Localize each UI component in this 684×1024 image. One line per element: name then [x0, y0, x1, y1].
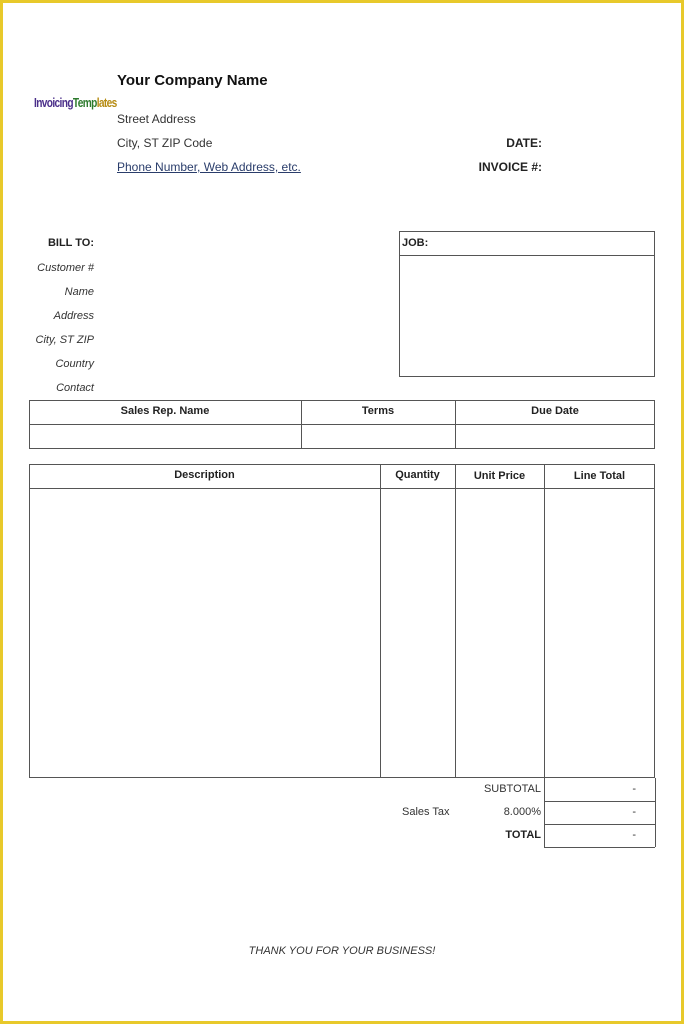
sales-rep-cell[interactable]: [30, 425, 300, 448]
unit-price-area[interactable]: [456, 489, 544, 777]
terms-cell[interactable]: [302, 425, 454, 448]
contact-link[interactable]: Phone Number, Web Address, etc.: [117, 160, 301, 174]
sales-rep-header: Sales Rep. Name: [120, 405, 210, 417]
quantity-area[interactable]: [381, 489, 455, 777]
customer-number-label: Customer #: [37, 262, 94, 274]
contact-label: Contact: [56, 382, 94, 394]
bill-to-heading: BILL TO:: [47, 237, 94, 249]
address-label: Address: [53, 310, 94, 322]
name-label: Name: [64, 286, 94, 298]
country-label: Country: [55, 358, 94, 370]
city-zip-label: City, ST ZIP: [35, 334, 94, 346]
sales-tax-label: Sales Tax: [402, 806, 450, 818]
description-header: Description: [174, 469, 235, 481]
total-label: TOTAL: [505, 829, 541, 841]
date-label: DATE:: [506, 136, 542, 150]
description-area[interactable]: [30, 489, 380, 777]
due-date-header: Due Date: [531, 405, 579, 417]
line-total-header: Line Total: [573, 470, 626, 482]
totals-divider: [544, 824, 655, 825]
unit-price-header: Unit Price: [473, 470, 526, 482]
job-label: JOB:: [402, 237, 429, 249]
quantity-header: Quantity: [395, 469, 440, 481]
subtotal-value: -: [632, 783, 636, 795]
totals-right-border: [655, 778, 656, 847]
total-value: -: [632, 829, 636, 841]
thank-you-message: THANK YOU FOR YOUR BUSINESS!: [248, 945, 436, 957]
job-box[interactable]: [399, 231, 655, 377]
job-divider: [399, 255, 655, 256]
totals-bottom: [544, 847, 655, 848]
street-address: Street Address: [117, 112, 196, 126]
totals-divider: [544, 801, 655, 802]
invoice-number-label: INVOICE #:: [478, 160, 542, 174]
sales-tax-rate[interactable]: 8.000%: [503, 806, 541, 818]
sales-tax-value: -: [632, 806, 636, 818]
due-date-cell[interactable]: [456, 425, 654, 448]
company-logo: InvoicingTemplates: [34, 95, 117, 110]
company-name: Your Company Name: [117, 72, 268, 89]
terms-header: Terms: [361, 405, 395, 417]
line-total-area: [545, 489, 655, 777]
subtotal-label: SUBTOTAL: [483, 783, 541, 795]
city-line: City, ST ZIP Code: [117, 136, 213, 150]
